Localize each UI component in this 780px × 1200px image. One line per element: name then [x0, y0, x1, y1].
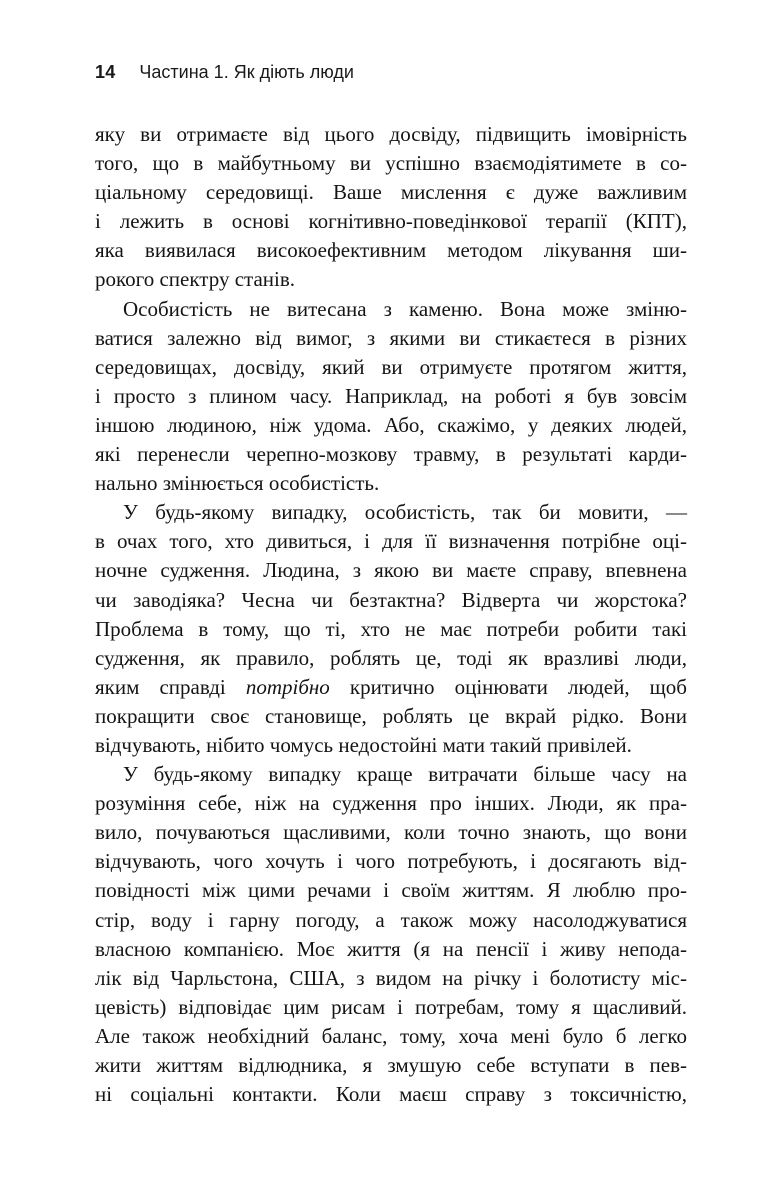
- text-line-p3-l5: Проблема в тому, що ті, хто не має потреби робити такі: [95, 616, 687, 641]
- text-line-p3-l7: яким справді потрібно критично оцінювати людей, щоб: [95, 674, 687, 699]
- text-line-p2-l2: ватися залежно від вимог, з якими ви стикаєтеся в різних: [95, 325, 687, 350]
- text-line-p4-l7: власною компанією. Моє життя (я на пенсії і живу непода-: [95, 936, 687, 961]
- text-line-p4-l10: Але також необхідний баланс, тому, хоча мені було б легко: [95, 1023, 687, 1048]
- text-line-p4-l8: лік від Чарльстона, США, з видом на річку і болотисту міс-: [95, 965, 687, 990]
- text-line-p4-l12: ні соціальні контакти. Коли маєш справу з токсичністю,: [95, 1082, 687, 1107]
- text-line-p3-l9: відчувають, нібито чомусь недостойні мати такий привілей.: [95, 732, 632, 757]
- text-line-p4-l5: повідності між цими речами і своїм життям. Я люблю про-: [95, 878, 687, 903]
- text-line-p4-l11: жити життям відлюдника, я змушую себе вступати в пев-: [95, 1053, 687, 1077]
- text-line-p4-l4: відчувають, чого хочуть і чого потребують, і досягають від-: [95, 849, 687, 874]
- text-line-p4-l6: стір, воду і гарну погоду, а також можу насолоджуватися: [95, 907, 687, 932]
- text-line-p3-l4: чи заводіяка? Чесна чи безтактна? Відверта чи жорстока?: [95, 587, 687, 612]
- text-line-p2-l1: Особистість не витесана з каменю. Вона може зміню-: [123, 296, 687, 321]
- text-line-p2-l6: які перенесли черепно-мозкову травму, в результаті карди-: [95, 442, 687, 467]
- text-line-p4-l3: вило, почуваються щасливими, коли точно знають, що вони: [95, 820, 687, 845]
- text-line-p4-l9: цевість) відповідає цим рисам і потребам, тому я щасливий.: [95, 994, 687, 1019]
- text-line-p2-l3: середовищах, досвіду, який ви отримуєте протягом життя,: [95, 354, 687, 379]
- text-line-p3-l6: судження, як правило, роблять це, тоді як вразливі люди,: [95, 645, 687, 670]
- text-line-p3-l8: покращити своє становище, роблять це вкрай рідко. Вони: [95, 703, 687, 728]
- text-line-p1-l2: того, що в майбутньому ви успішно взаємодіятимете в со-: [95, 151, 687, 176]
- text-line-p1-l1: яку ви отримаєте від цього досвіду, підвищить імовірність: [95, 122, 687, 146]
- text-line-p4-l1: У будь-якому випадку краще витрачати більше часу на: [123, 762, 687, 787]
- text-line-p2-l5: іншою людиною, ніж удома. Або, скажімо, у деяких людей,: [95, 412, 687, 437]
- running-head-title: Частина 1. Як діють люди: [139, 62, 354, 82]
- text-line-p2-l7: нально змінюється особистість.: [95, 471, 380, 496]
- page-number: 14: [95, 62, 116, 82]
- running-header: [95, 62, 687, 82]
- body-text-block: [95, 120, 687, 1109]
- text-line-p1-l4: і лежить в основі когнітивно-поведінкової терапії (КПТ),: [95, 209, 687, 234]
- text-line-p1-l5: яка виявилася високоефективним методом лікування ши-: [95, 238, 687, 263]
- text-line-p4-l2: розуміння себе, ніж на судження про інших. Люди, як пра-: [95, 791, 687, 816]
- text-line-p3-l3: ночне судження. Людина, з якою ви маєте справу, впевнена: [95, 558, 687, 583]
- text-line-p3-l2: в очах того, хто дивиться, і для її визначення потрібне оці-: [95, 529, 687, 554]
- text-line-p1-l3: ціальному середовищі. Ваше мислення є дуже важливим: [95, 180, 687, 205]
- text-line-p2-l4: і просто з плином часу. Наприклад, на роботі я був зовсім: [95, 383, 687, 408]
- text-line-p1-l6: рокого спектру станів.: [95, 267, 296, 292]
- text-line-p3-l1: У будь-якому випадку, особистість, так би мовити, —: [123, 500, 687, 525]
